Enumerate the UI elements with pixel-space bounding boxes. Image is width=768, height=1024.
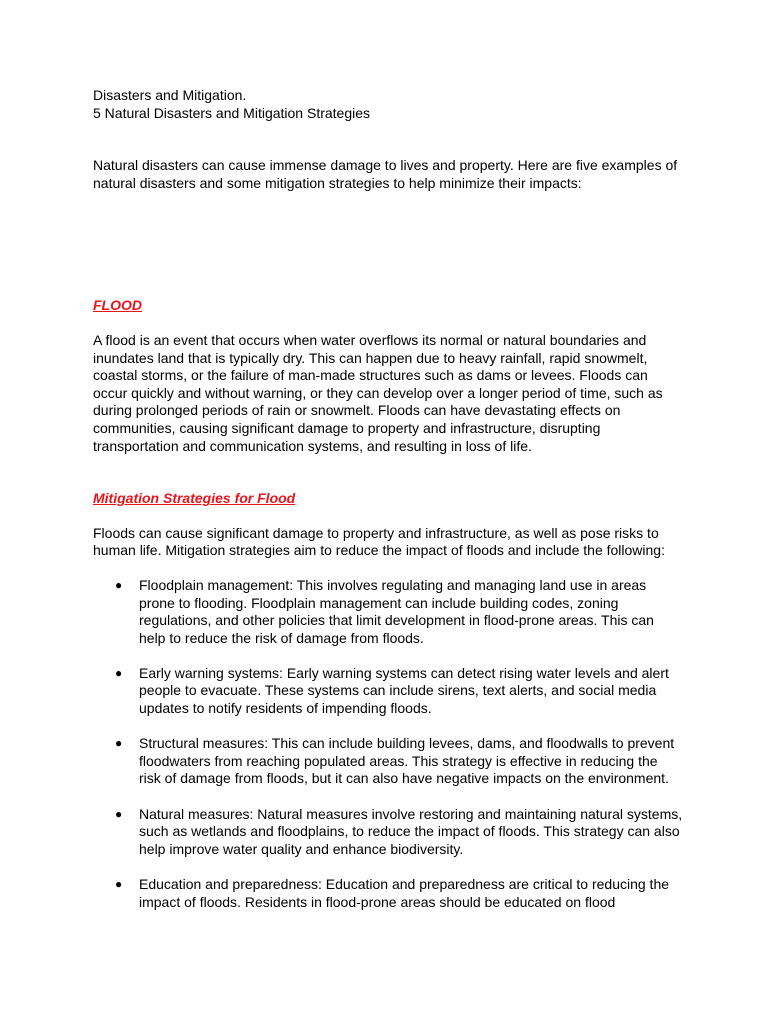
list-item xyxy=(93,665,683,718)
bullet-icon: ● xyxy=(115,665,123,680)
document-title: Disasters and Mitigation. xyxy=(93,87,247,103)
intro-paragraph: Natural disasters can cause immense damage to lives and property. Here are five examples of natural disasters and some mitigation strategies to help minimize their impacts: xyxy=(93,157,678,191)
mitigation-heading: Mitigation Strategies for Flood xyxy=(93,490,296,507)
strategies-list xyxy=(93,577,683,911)
flood-heading: FLOOD xyxy=(93,297,142,314)
list-item xyxy=(93,577,683,647)
mitigation-intro-paragraph: Floods can cause significant damage to property and infrastructure, as well as pose risks to human life. Mitigation strategies aim to reduce the impact of floods and include the following: xyxy=(93,524,665,559)
strategy-text: Structural measures: This can include building levees, dams, and floodwalls to prevent floodwaters from reaching populated areas. This strategy is effective in reducing the risk of damage from floods, but it can also have negative impacts on the environment. xyxy=(139,735,675,787)
list-item xyxy=(93,876,683,911)
flood-description: A flood is an event that occurs when water overflows its normal or natural boundaries and inundates land that is typically dry. This can happen due to heavy rainfall, rapid snowmelt, coastal storms, or the failure of man-made structures such as dams or levees. Floods can occur quickly and without warning, or they can develop over a longer period of time, such as during prolonged periods of rain or snowmelt. Floods can have devastating effects on communities, causing significant damage to property and infrastructure, disrupting transportation and communication systems, and resulting in loss of life. xyxy=(93,331,663,454)
document-subtitle: 5 Natural Disasters and Mitigation Strategies xyxy=(93,104,371,121)
bullet-icon: ● xyxy=(115,577,123,592)
bullet-icon: ● xyxy=(115,806,123,821)
strategy-text: Floodplain management: This involves regulating and managing land use in areas prone to flooding. Floodplain management can include building codes, zoning regulations, and other policies that limit development in flood-prone areas. This can help to reduce the risk of damage from floods. xyxy=(139,576,654,646)
list-item xyxy=(93,735,683,788)
strategy-text: Natural measures: Natural measures involve restoring and maintaining natural systems, such as wetlands and floodplains, to reduce the impact of floods. This strategy can also help improve water quality and enhance biodiversity. xyxy=(139,805,683,857)
list-item xyxy=(93,806,683,859)
strategy-text: Early warning systems: Early warning systems can detect rising water levels and alert people to evacuate. These systems can include sirens, text alerts, and social media updates to notify residents of impending floods. xyxy=(139,664,669,717)
bullet-icon: ● xyxy=(115,736,123,751)
document-content xyxy=(93,87,683,929)
strategy-text: Education and preparedness: Education and preparedness are critical to reducing the impact of floods. Residents in flood-prone areas should be educated on flood xyxy=(139,876,670,910)
bullet-icon: ● xyxy=(115,877,123,891)
